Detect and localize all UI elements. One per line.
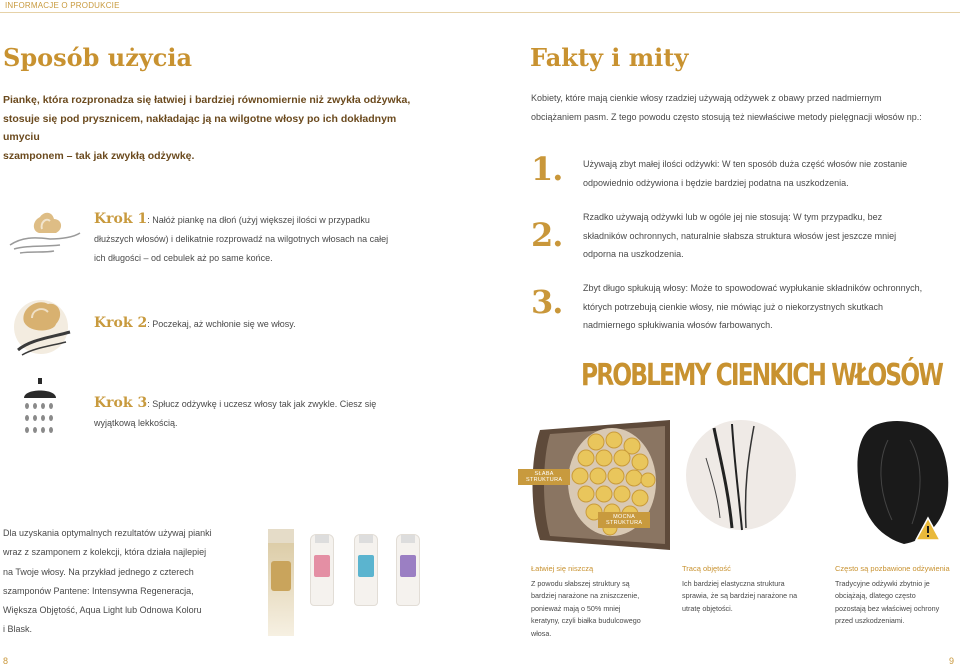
problem-column-line: ponieważ mają o 50% mniej (531, 603, 621, 613)
problem-column-line: Z powodu słabszej struktury są (531, 578, 630, 588)
myth-1-line: odpowiednio odżywiona i będzie bardziej podatna na uszkodzenia. (583, 177, 849, 188)
step-1-line: ich długości – od cebulek aż po same końce. (94, 253, 273, 263)
myth-3-line: Zbyt długo spłukują włosy: Może to spowodować wypłukanie składników ochronnych, (583, 283, 923, 293)
hand-foam-icon (4, 203, 84, 263)
page-title-left: Sposób użycia (3, 43, 193, 72)
products-line: Większa Objętość, Aqua Light lub Odnowa Koloru (3, 605, 202, 616)
page-title-right: Fakty i mity (530, 43, 689, 72)
header-divider (0, 12, 960, 13)
step-3-separator: : (147, 399, 150, 409)
problem-column-line: sprawia, że są bardziej narażone na (682, 591, 798, 600)
product-bottle (354, 534, 378, 606)
myth-1-text (583, 155, 953, 192)
problem-column-3 (835, 563, 959, 628)
myth-3-line: których potrzebują cienkie włosy, nie mówiąc już o niekorzystnych skutkach (583, 301, 883, 312)
shower-icon (18, 378, 62, 442)
weak-structure-label (518, 469, 570, 485)
myth-2-line: Rzadko używają odżywki lub w ogóle jej nie stosują: W tym przypadku, bez (583, 212, 883, 222)
products-line: na Twoje włosy. Na przykład jednego z czterech (3, 566, 194, 577)
strong-structure-line: MOCNA (613, 514, 636, 520)
myth-2-number: 2. (531, 216, 563, 254)
problem-column-1 (531, 563, 671, 640)
product-bottle (396, 534, 420, 606)
products-line: i Blask. (3, 624, 33, 635)
problem-column-line: przed uszkodzeniami. (835, 616, 905, 625)
weak-structure-line: SŁABA (534, 471, 554, 477)
products-line: wraz z szamponem z kolekcji, która działa najlepiej (3, 547, 207, 558)
intro-paragraph (531, 89, 951, 127)
step-2-label: Krok 2 (94, 315, 148, 331)
myth-3-text (583, 279, 953, 335)
head-foam-icon (8, 292, 78, 362)
problem-column-line: Tradycyjne odżywki zbytnio je (835, 578, 930, 588)
product-bottle (268, 530, 294, 636)
problem-column-line: Ich bardziej elastyczna struktura (682, 578, 785, 588)
myth-3-line: nadmiernego spłukiwania włosów farbowanych. (583, 320, 773, 330)
step-3-label: Krok 3 (94, 395, 148, 411)
problem-column-line: włosa. (531, 628, 552, 638)
myth-2-line: składników ochronnych, naturalnie słabsza struktura włosów jest jeszcze mniej (583, 230, 897, 241)
myth-1-number: 1. (531, 150, 563, 188)
myth-2-line: odporna na uszkodzenia. (583, 249, 684, 259)
strong-structure-line: STRUKTURA (606, 520, 643, 526)
step-1 (94, 210, 434, 268)
step-1-line: Nałóż piankę na dłoń (użyj większej ilości w przypadku (152, 215, 370, 225)
strong-structure-label (598, 512, 650, 528)
intro-line: Kobiety, które mają cienkie włosy rzadziej używają odżywek z obawy przed nadmiernym (531, 93, 882, 103)
products-line: Dla uzyskania optymalnych rezultatów używaj pianki (3, 528, 212, 538)
weak-structure-line: STRUKTURA (526, 477, 563, 483)
myth-1-line: Używają zbyt małej ilości odżywki: W ten sposób duża część włosów nie zostanie (583, 159, 908, 169)
problems-title: PROBLEMY CIENKICH WŁOSÓW (581, 358, 943, 393)
lead-line: Piankę, która rozpronadza się łatwiej i bardziej równomiernie niż zwykła odżywka, (3, 94, 411, 106)
problem-column-title: Łatwiej się niszczą (531, 564, 594, 573)
long-hair-silhouette-icon (848, 420, 952, 546)
section-tag: INFORMACJE O PRODUKCIE (5, 1, 120, 10)
lead-line: stosuje się pod prysznicem, nakładając ją na wilgotne włosy po ich dokładnym umyciu (3, 112, 397, 143)
product-bottle (310, 534, 334, 606)
step-1-line: dłuższych włosów) i delikatnie rozprowadź na wilgotnych włosach na całej (94, 234, 389, 244)
step-3 (94, 394, 434, 433)
problem-column-line: utratę objętości. (682, 603, 733, 613)
problem-column-line: keratyny, czyli białka budulcowego (531, 616, 641, 625)
problem-column-title: Tracą objętość (682, 564, 731, 573)
step-2-line: Poczekaj, aż wchłonie się we włosy. (152, 319, 296, 329)
product-bottles (268, 530, 428, 640)
myth-2-text (583, 208, 953, 264)
products-paragraph (3, 524, 243, 640)
step-3-line: wyjątkową lekkością. (94, 418, 178, 428)
page-number-right: 9 (949, 656, 955, 666)
lead-paragraph (3, 91, 433, 165)
problem-column-line: bardziej narażone na zniszczenie, (531, 591, 640, 600)
intro-line: obciążaniem pasm. Z tego powodu często stosują też niewłaściwe metody pielęgnacji włosów np.: (531, 112, 922, 122)
step-2 (94, 314, 434, 334)
lead-line: szamponem – tak jak zwykłą odżywkę. (3, 149, 195, 162)
myth-3-number: 3. (531, 283, 563, 321)
page-number-left: 8 (3, 656, 9, 666)
products-line: szamponów Pantene: Intensywna Regeneracja, (3, 585, 194, 596)
problem-column-line: pozostają bez właściwej ochrony (835, 603, 940, 613)
problem-column-line: obciążają, dlatego często (835, 591, 916, 600)
problem-column-2 (682, 563, 822, 615)
hair-structure-illustration (520, 420, 670, 550)
step-2-separator: : (147, 319, 150, 329)
problem-column-title: Często są pozbawione odżywienia (835, 564, 950, 573)
step-1-label: Krok 1 (94, 211, 148, 227)
step-3-line: Spłucz odżywkę i uczesz włosy tak jak zwykle. Ciesz się (152, 399, 377, 409)
step-1-separator: : (147, 215, 150, 225)
hair-strand-magnified-icon (684, 418, 798, 532)
